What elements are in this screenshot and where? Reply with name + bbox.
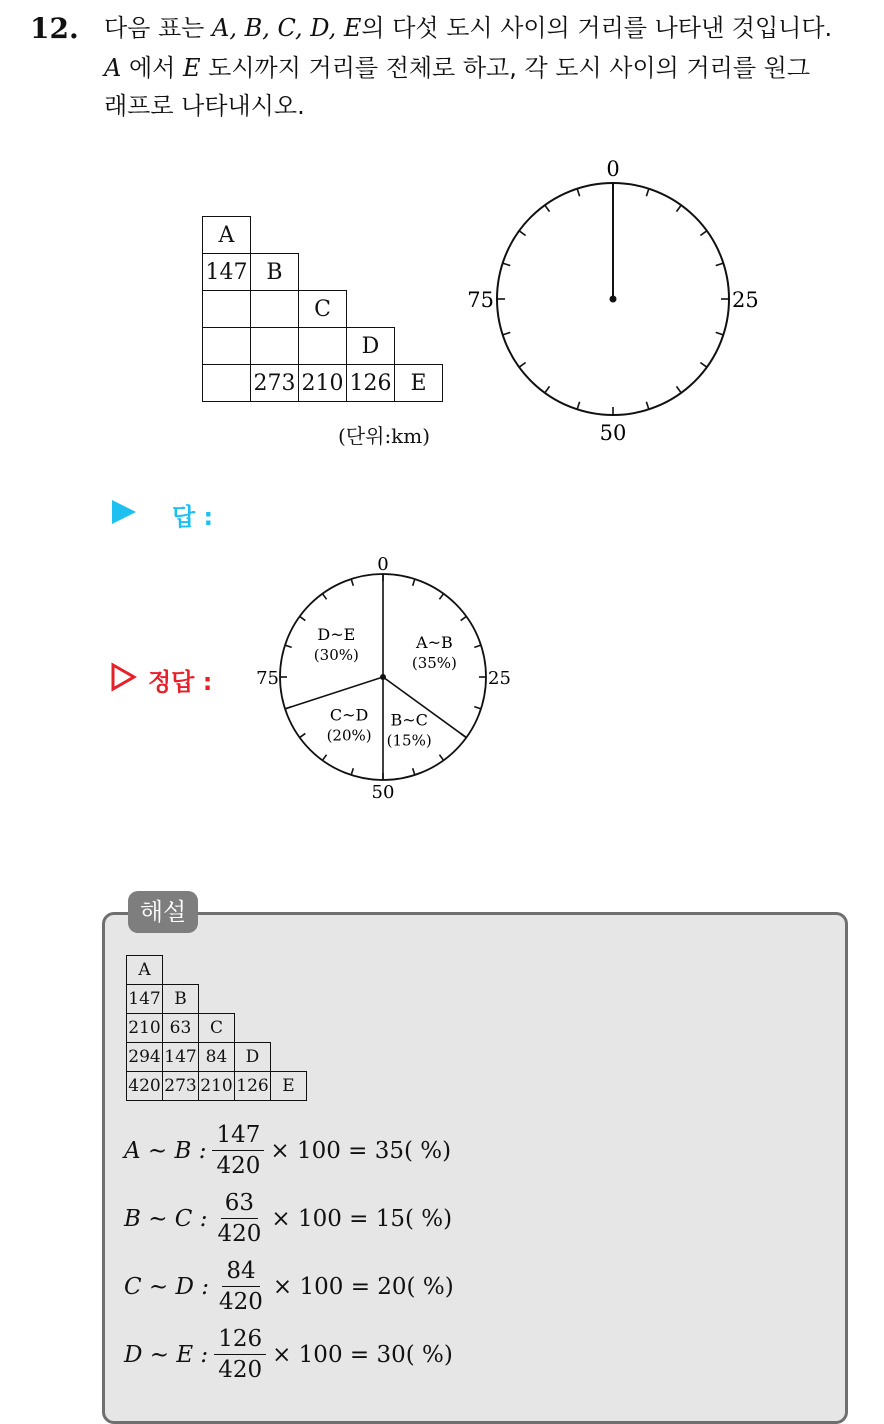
explanation-table-cell: 294 [127,1043,163,1072]
equation-lhs: B ∼ C : [124,1205,208,1232]
empty-circle-tick [676,205,681,211]
distance-table-cell: 147 [203,254,251,291]
explanation-table-row [127,1014,307,1043]
pie-slice-label: B~C [390,710,428,730]
empty-label-bottom: 50 [599,421,627,445]
answer-label: 답 : [172,503,214,531]
distance-table-row [203,217,443,254]
percent-equation [124,1256,454,1317]
question-line-1-pre: 다음 표는 [104,14,212,42]
pie-scale-bottom: 50 [371,782,395,803]
distance-table-cell: C [299,291,347,328]
question-city-a: A [104,54,122,82]
explanation-table-cell: B [163,985,199,1014]
explanation-table-cell: 210 [199,1072,235,1101]
empty-circle-tick [577,189,579,197]
empty-circle-tick [545,205,550,211]
empty-circle-center [610,296,617,303]
distance-table-cell: D [347,328,395,365]
pie-tick [322,755,326,761]
pie-tick [413,768,415,775]
pie-tick [285,645,292,647]
distance-table-cell [347,291,395,328]
distance-table-cell: E [395,365,443,402]
question-line-3: 래프로 나타내시오. [104,92,305,120]
pie-slice-value: (30%) [313,646,359,665]
fraction-numerator: 147 [212,1120,264,1151]
answer-arrow-icon [112,500,136,524]
explanation-table-cell: A [127,956,163,985]
explanation-table-cell: E [271,1072,307,1101]
empty-circle-tick [503,263,511,265]
equation-lhs: A ∼ B : [124,1137,207,1164]
fraction-numerator: 126 [214,1324,266,1355]
equation-rhs: × 100 = 35( %) [270,1137,452,1164]
distance-table-cell [395,291,443,328]
distance-table-row [203,328,443,365]
explanation-table-cell: 147 [127,985,163,1014]
explanation-table-cell: 147 [163,1043,199,1072]
empty-circle-tick [700,231,706,236]
question-cities: A, B, C, D, E [212,14,362,42]
question-city-e: E [182,54,201,82]
distance-table-cell [203,365,251,402]
pie-slice-lines [285,574,466,780]
distance-table-cell [251,291,299,328]
explanation-table-cell: 420 [127,1072,163,1101]
fraction-denominator: 420 [217,1221,262,1247]
equation-lhs: D ∼ E : [124,1341,209,1368]
question-line-1 [104,10,832,46]
distance-table-cell [251,328,299,365]
correct-answer-label: 정답 : [148,668,213,696]
correct-arrow-icon [110,662,138,692]
equation-fraction [214,1324,266,1385]
pie-tick [474,707,481,709]
table-unit: (단위:km) [338,424,431,448]
answer-pie-chart [240,548,530,808]
explanation-table-cell: 210 [127,1014,163,1043]
distance-table-cell [395,254,443,291]
pie-slice-boundary [285,677,383,709]
distance-table-row [203,365,443,402]
pie-tick [351,579,353,586]
explanation-table-cell [235,956,271,985]
pie-tick [413,579,415,586]
explanation-table-cell: D [235,1043,271,1072]
empty-circle-tick [646,189,648,197]
explanation-table-cell: C [199,1014,235,1043]
explanation-table-cell [235,1014,271,1043]
pie-slice-label: A~B [416,632,453,652]
distance-table-cell [299,254,347,291]
explanation-table-row [127,1043,307,1072]
empty-circle-tick [545,386,550,392]
percent-equation [124,1188,452,1249]
distance-table-cell: 273 [251,365,299,402]
explanation-table-cell [163,956,199,985]
empty-circle-tick [519,362,525,367]
distance-table-cell [203,291,251,328]
distance-table-cell: 126 [347,365,395,402]
empty-label-top: 0 [606,157,620,181]
explanation-table-cell: 63 [163,1014,199,1043]
pie-scale-left: 75 [256,668,279,689]
explanation-table-cell [271,985,307,1014]
explanation-table-row [127,956,307,985]
fraction-numerator: 84 [222,1256,259,1287]
explanation-table-cell [199,985,235,1014]
distance-table-cell [299,217,347,254]
equation-fraction [213,1188,265,1249]
pie-scale-right: 25 [488,668,511,689]
empty-label-right: 25 [732,288,759,312]
equation-fraction [212,1120,264,1181]
fraction-denominator: 420 [216,1153,261,1179]
distance-table-cell [395,217,443,254]
explanation-table-cell: 84 [199,1043,235,1072]
empty-circle-tick [716,332,724,334]
explanation-table-cell [235,985,271,1014]
pie-slice-value: (15%) [386,731,432,750]
question-line-2 [104,50,810,86]
pie-tick [439,755,443,761]
explanation-table-row [127,1072,307,1101]
pie-tick [461,616,467,620]
explanation-table-cell [199,956,235,985]
equation-rhs: × 100 = 15( %) [271,1205,453,1232]
question-line-2-post: 도시까지 거리를 전체로 하고, 각 도시 사이의 거리를 원그 [200,54,811,82]
empty-circle-tick [646,402,648,410]
fraction-denominator: 420 [219,1289,263,1315]
pie-tick [351,768,353,775]
empty-circle-tick [700,362,706,367]
distance-table-cell [395,328,443,365]
distance-table-cell [203,328,251,365]
percent-equation [124,1120,451,1181]
pie-tick [474,645,481,647]
pie-tick [300,616,306,620]
empty-circle-graph [460,150,780,450]
distance-table-cell [347,254,395,291]
explanation-table-cell [271,1014,307,1043]
equation-fraction [215,1256,267,1317]
pie-tick [300,733,306,737]
fraction-denominator: 420 [218,1357,263,1383]
distance-table-row [203,254,443,291]
question-number: 12. [30,12,79,45]
fraction-numerator: 63 [221,1188,258,1219]
empty-label-left: 75 [467,288,494,312]
empty-circle-tick [519,231,525,236]
explanation-table-cell [271,956,307,985]
question-line-1-post: 의 다섯 도시 사이의 거리를 나타낸 것입니다. [361,14,833,42]
question-line-2-mid: 에서 [121,54,183,82]
empty-circle-tick [716,263,724,265]
empty-circle-tick [577,402,579,410]
pie-center [380,674,386,680]
explanation-distance-table [126,955,307,1101]
distance-table-cell [251,217,299,254]
pie-slice-value: (20%) [326,726,372,745]
explanation-table-cell: 273 [163,1072,199,1101]
distance-table [202,216,443,402]
equation-rhs: × 100 = 20( %) [272,1273,454,1300]
empty-circle-tick [503,332,511,334]
pie-slice-label: D~E [317,625,356,645]
pie-slice-label: C~D [329,705,369,725]
pie-tick [322,594,326,600]
distance-table-row [203,291,443,328]
pie-tick [439,594,443,600]
empty-circle-tick [676,386,681,392]
equation-lhs: C ∼ D : [124,1273,209,1300]
explanation-table-cell [271,1043,307,1072]
explanation-table-row [127,985,307,1014]
percent-equation [124,1324,453,1385]
pie-scale-top: 0 [377,554,389,575]
distance-table-cell: 210 [299,365,347,402]
explanation-table-cell: 126 [235,1072,271,1101]
equation-rhs: × 100 = 30( %) [272,1341,453,1368]
explanation-tag: 해설 [128,891,198,933]
pie-slice-value: (35%) [411,653,457,672]
distance-table-cell: A [203,217,251,254]
distance-table-cell [347,217,395,254]
distance-table-cell: B [251,254,299,291]
distance-table-cell [299,328,347,365]
pie-labels [314,625,457,749]
